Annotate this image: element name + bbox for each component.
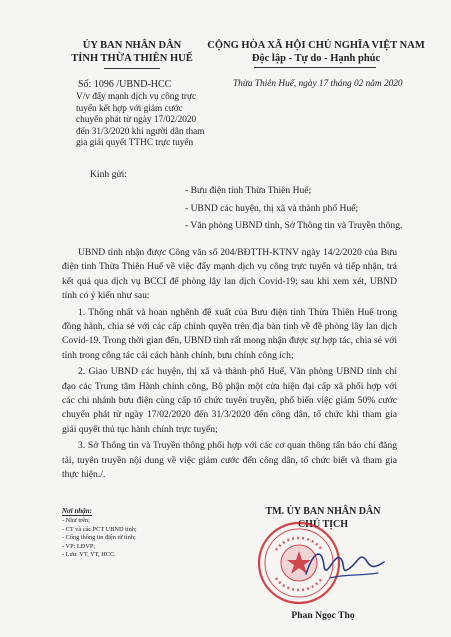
doc-number: Số: 1096 /UBND-HCC xyxy=(78,79,172,90)
agency-header xyxy=(52,39,212,65)
agency-underline xyxy=(104,68,160,69)
subject-line: gia giải quyết TTHC trực tuyến xyxy=(76,138,194,148)
body-paragraph: 2. Giao UBND các huyện, thị xã và thành phố Huế, Văn phòng UBND tỉnh chỉ đạo các Trung tâm Hành chính công, Bộ phận một cửa hiện đại cấp xã phối hợp với các chi nhánh bưu điện cùng cấp tổ chức tuyên truyền, phổ biến việc giảm 50% cước chuyển phát từ ngày 17/02/2020 đến 31/3/2020 đến công dân, tổ chức khi tham gia giải quyết thủ tục hành chính trực tuyến; xyxy=(62,366,397,435)
cc-item: - VP: LĐVP; xyxy=(62,542,96,550)
recipient-item: - Văn phòng UBND tỉnh, Sở Thông tin và Truyền thông. xyxy=(185,220,403,231)
subject-line: chuyển phát từ ngày 17/02/2020 xyxy=(76,115,197,125)
body-paragraph: 1. Thống nhất và hoan nghênh đề xuất của Bưu điện tỉnh Thừa Thiên Huế trong đồng hành, chia sẻ với các cấp chính quyền trên địa bàn tỉnh về đề phòng lây lan dịch Covid-19. Trong thời gian đến, UBND tỉnh rất mong nhận được sự hợp tác, chia sẻ với tỉnh trong công tác cải cách hành chính, bưu chính công ích; xyxy=(62,306,397,361)
cc-item: - CT và các PCT UBND tỉnh; xyxy=(62,525,137,533)
signature-on-behalf: TM. ỦY BAN NHÂN DÂN xyxy=(265,506,381,517)
national-header xyxy=(198,39,434,65)
subject-line: đến 31/3/2020 khi người dân tham xyxy=(76,126,205,137)
handwritten-signature xyxy=(300,540,390,590)
subject xyxy=(76,92,256,150)
cc-item: - Lưu: VT, YT, HCC. xyxy=(62,551,116,559)
cc-item: - Cổng thông tin điện tử tỉnh; xyxy=(62,534,136,542)
subject-line: V/v đẩy mạnh dịch vụ công trực xyxy=(76,92,197,102)
recipient-item: - Bưu điện tỉnh Thừa Thiên Huế; xyxy=(185,185,312,196)
recipient-list xyxy=(185,182,435,235)
signature-role: CHỦ TỊCH xyxy=(297,519,349,530)
recipient-item: - UBND các huyện, thị xã và thành phố Huế; xyxy=(185,202,359,214)
cc-item: - Như trên; xyxy=(62,517,90,525)
document-body xyxy=(62,246,397,483)
cc-title: Nơi nhận: xyxy=(62,507,93,515)
body-paragraph: UBND tỉnh nhận được Công văn số 204/BĐTTH-KTNV ngày 14/2/2020 của Bưu điện tỉnh Thừa Thiên Huế về việc đẩy mạnh dịch vụ công trực tuyến và tiếp nhận, trả kết quả qua dịch vụ BCCI để phòng lây lan dịch Covid-19; sau khi xem xét, UBND tỉnh có ý kiến như sau: xyxy=(62,247,397,302)
place-date: Thừa Thiên Huế, ngày 17 tháng 02 năm 2020 xyxy=(233,79,403,89)
signer-name: Phan Ngọc Thọ xyxy=(291,610,355,621)
subject-line: tuyến kết hợp với giảm cước xyxy=(76,103,183,114)
agency-line2: TỈNH THỪA THIÊN HUẾ xyxy=(71,53,193,64)
nation-line2: Độc lập - Tự do - Hạnh phúc xyxy=(251,53,381,64)
body-paragraph: 3. Sở Thông tin và Truyền thông phối hợp với các cơ quan thông tấn báo chí đăng tải, tuyên truyền nội dung về việc giảm cước đến công dân, tổ chức biết và tham gia thực hiện./. xyxy=(62,440,397,481)
motto-underline xyxy=(254,67,376,68)
greeting: Kính gửi: xyxy=(90,169,127,180)
nation-line1: CỘNG HÒA XÃ HỘI CHỦ NGHĨA VIỆT NAM xyxy=(207,40,425,51)
agency-line1: ỦY BAN NHÂN DÂN xyxy=(82,40,182,51)
cc-list xyxy=(62,507,182,559)
